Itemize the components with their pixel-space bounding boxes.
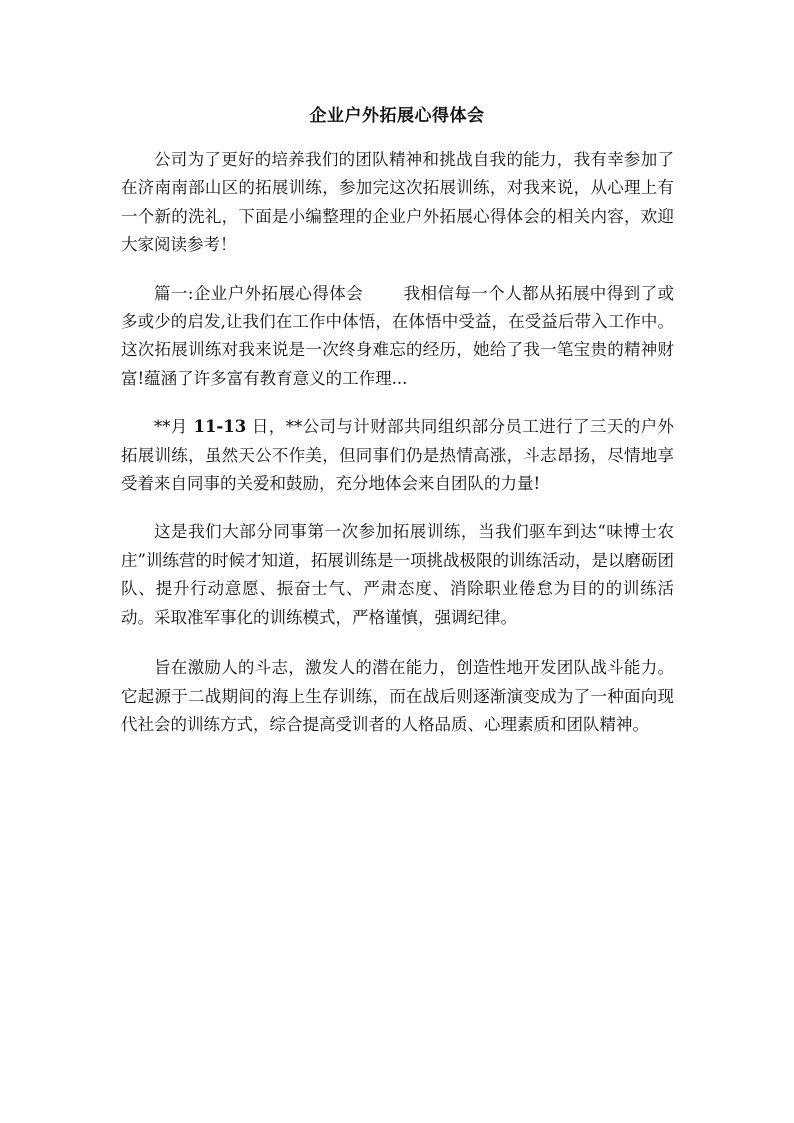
paragraph-section-one xyxy=(121,280,674,394)
paragraph-text: 日，**公司与计财部共同组织部分员工进行了三天的户外拓展训练，虽然天公不作美，但同事们仍是热情高涨，斗志昂扬，尽情地享受着来自同事的关爱和鼓励，充分地体会来自团队的力量! xyxy=(121,417,675,494)
paragraph-intro xyxy=(121,146,674,260)
paragraph-text: 旨在激励人的斗志，激发人的潜在能力，创造性地开发团队战斗能力。它起源于二战期间的海上生存训练，而在战后则逐渐演变成为了一种面向现代社会的训练方式，综合提高受训者的人格品质、心理素质和团队精神。 xyxy=(121,658,674,734)
document-body xyxy=(121,146,674,759)
paragraph-text: 公司为了更好的培养我们的团队精神和挑战自我的能力，我有幸参加了在济南南部山区的拓展训练，参加完这次拓展训练，对我来说，从心理上有一个新的洗礼，下面是小编整理的企业户外拓展心得体会的相关内容，欢迎大家阅读参考！ xyxy=(121,150,674,255)
document-title: 企业户外拓展心得体会 xyxy=(309,106,485,126)
date-range: 11-13 xyxy=(193,417,247,437)
paragraph-purpose xyxy=(121,654,674,739)
section-heading: 篇一:企业户外拓展心得体会 xyxy=(154,283,364,303)
date-prefix: **月 xyxy=(154,417,188,437)
paragraph-text: 这是我们大部分同事第一次参加拓展训练，当我们驱车到达“味博士农庄”训练营的时候才知道，拓展训练是一项挑战极限的训练活动，是以磨砺团队、提升行动意愿、振奋士气、严肃态度、消除职业倦怠为目的的训练活动。采取准军事化的训练模式，严格谨慎，强调纪律。 xyxy=(121,522,674,627)
paragraph-text: 我相信每一个人都从拓展中得到了或多或少的启发,让我们在工作中体悟，在体悟中受益，在受益后带入工作中。这次拓展训练对我来说是一次终身难忘的经历，她给了我一笔宝贵的精神财富!蕴涵了许多富有教育意义的工作理... xyxy=(121,283,675,388)
paragraph-training-dates xyxy=(121,413,674,498)
paragraph-first-experience xyxy=(121,518,674,632)
